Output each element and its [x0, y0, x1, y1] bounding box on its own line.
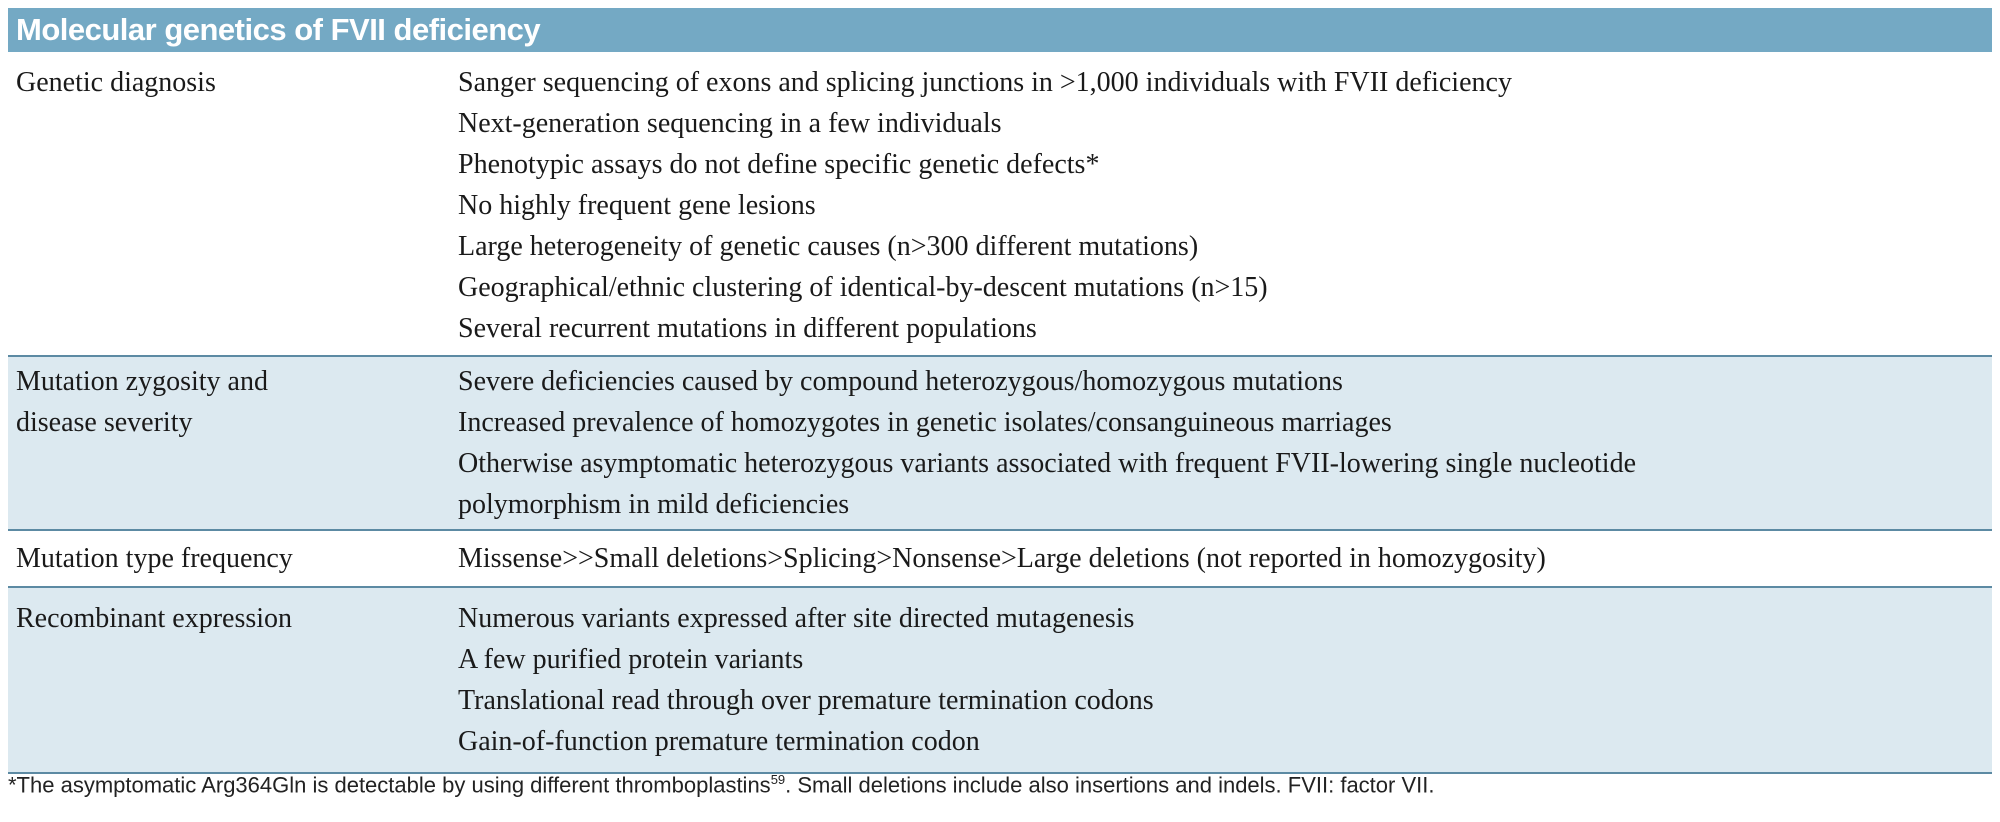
table-row-mutation-type	[8, 531, 1992, 588]
row-items	[458, 62, 1992, 349]
list-item: Next-generation sequencing in a few individuals	[458, 108, 1002, 139]
list-item: Missense>>Small deletions>Splicing>Nonsense>Large deletions (not reported in homozygosity)	[458, 543, 1546, 574]
table-row-mutation-zygosity	[8, 355, 1992, 531]
list-item: Increased prevalence of homozygotes in genetic isolates/consanguineous marriages	[458, 407, 1392, 438]
row-label: Genetic diagnosis	[16, 67, 216, 98]
list-item: A few purified protein variants	[458, 644, 804, 675]
table-title: Molecular genetics of FVII deficiency	[16, 12, 541, 47]
list-item: Severe deficiencies caused by compound heterozygous/homozygous mutations	[458, 366, 1343, 397]
list-item: Phenotypic assays do not define specific genetic defects*	[458, 149, 1100, 180]
list-item: Gain-of-function premature termination codon	[458, 726, 980, 757]
citation-ref: 59	[770, 772, 786, 787]
table-footnote: *The asymptomatic Arg364Gln is detectable by using different thromboplastins$^{59}$. Small deletions include also insertions and indels. FVII: factor VII.	[8, 772, 1435, 798]
list-item: Sanger sequencing of exons and splicing junctions in >1,000 individuals with FVII deficiency	[458, 67, 1512, 98]
list-item: polymorphism in mild deficiencies	[458, 489, 850, 520]
list-item: No highly frequent gene lesions	[458, 190, 816, 221]
list-item: Large heterogeneity of genetic causes (n>300 different mutations)	[458, 231, 1199, 262]
list-item: Numerous variants expressed after site directed mutagenesis	[458, 603, 1135, 634]
table-title-bar	[8, 8, 1992, 52]
row-items	[458, 361, 1992, 525]
table-row-genetic-diagnosis	[8, 52, 1992, 355]
row-label: Mutation zygosity and disease severity	[16, 366, 268, 438]
list-item: Several recurrent mutations in different populations	[458, 313, 1037, 344]
list-item: Translational read through over premature termination codons	[458, 685, 1154, 716]
row-label: Recombinant expression	[16, 603, 293, 634]
list-item: Geographical/ethnic clustering of identical-by-descent mutations (n>15)	[458, 272, 1268, 303]
genetics-table	[8, 8, 1992, 774]
row-items	[458, 598, 1992, 762]
list-item: Otherwise asymptomatic heterozygous variants associated with frequent FVII-lowering single nucleotide	[458, 448, 1636, 479]
table-row-recombinant-expression	[8, 588, 1992, 772]
row-items	[458, 538, 1992, 579]
row-label: Mutation type frequency	[16, 543, 293, 574]
